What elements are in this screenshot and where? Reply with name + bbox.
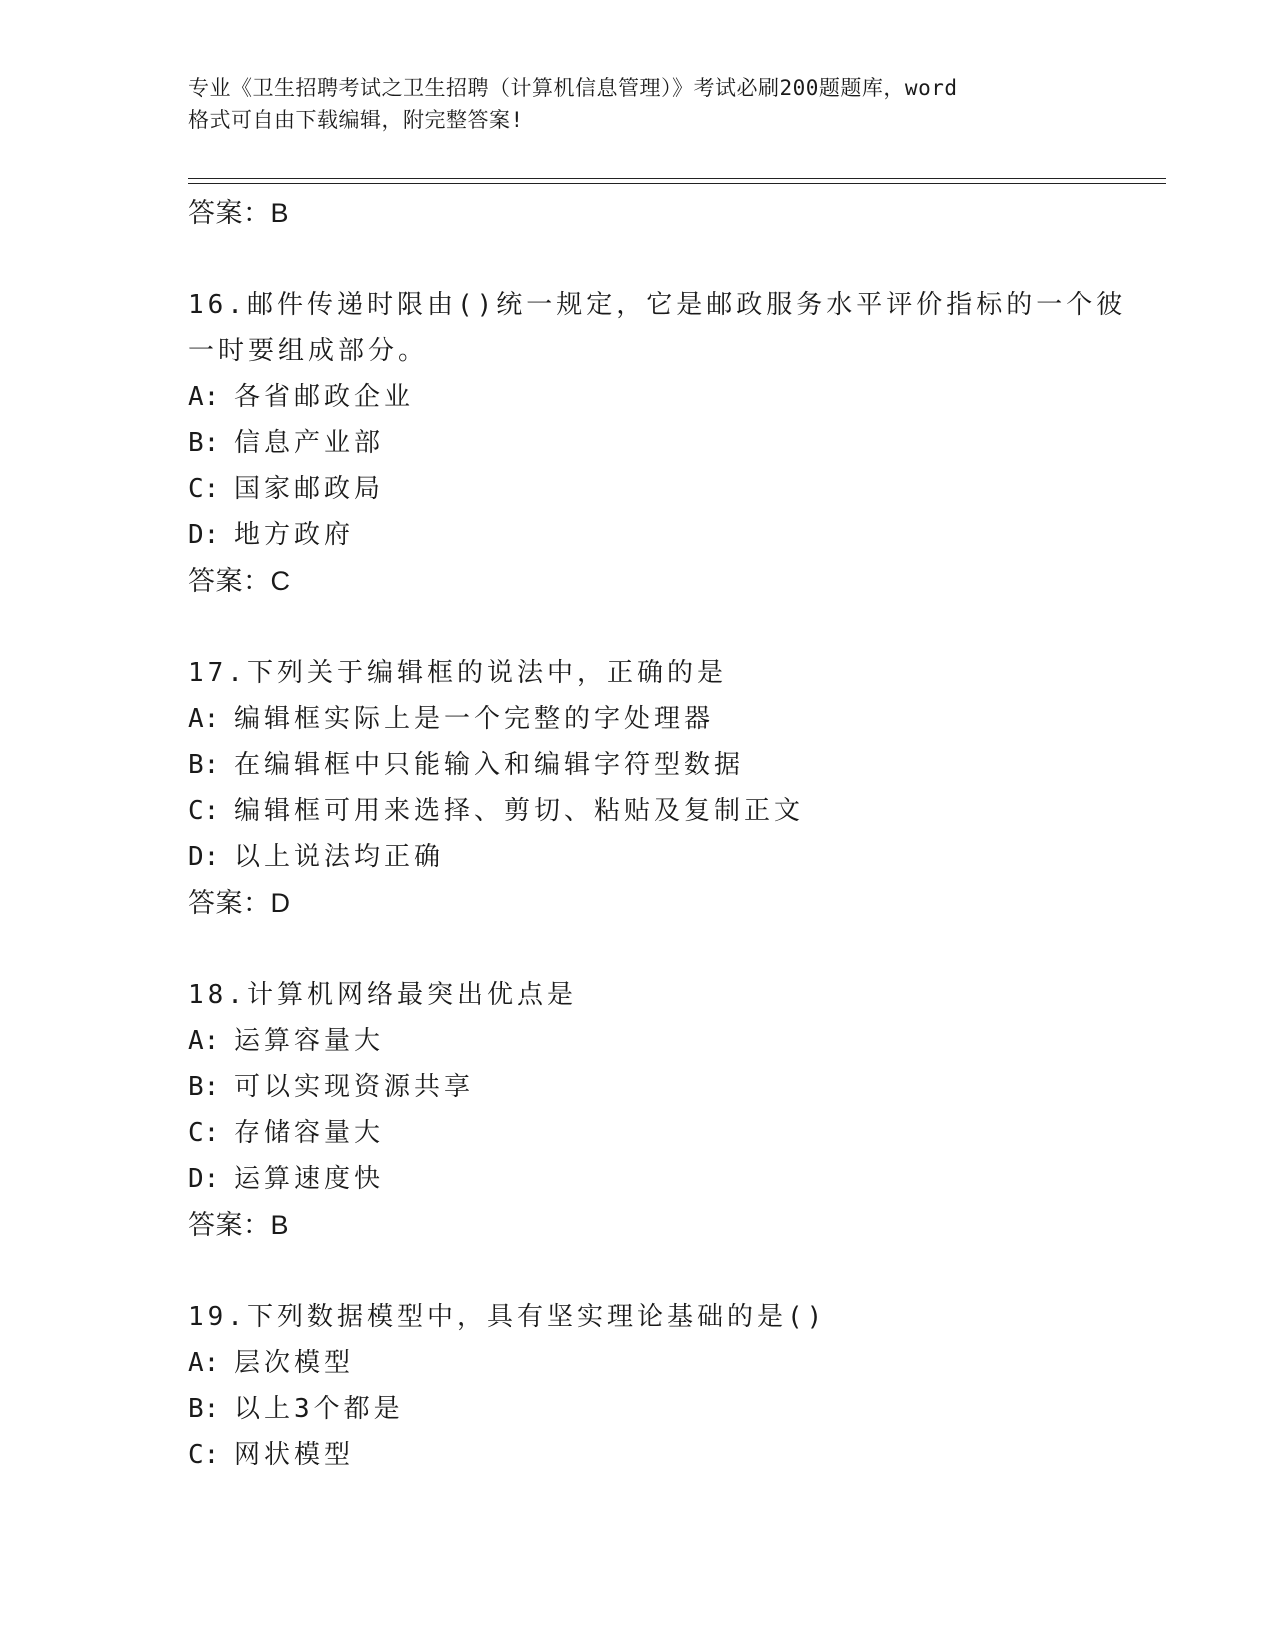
option-text: 编辑框可用来选择、剪切、粘贴及复制正文 — [234, 796, 805, 826]
option-letter: D: — [188, 520, 220, 550]
option-text: 网状模型 — [234, 1440, 355, 1470]
option-text: 层次模型 — [234, 1348, 355, 1378]
option-b — [188, 420, 1148, 466]
option-d — [188, 1156, 1148, 1202]
option-text: 在编辑框中只能输入和编辑字符型数据 — [234, 750, 745, 780]
question-stem-line-1: 19.下列数据模型中，具有坚实理论基础的是() — [188, 1302, 827, 1332]
header-divider — [188, 178, 1166, 184]
question-19 — [188, 1294, 1148, 1478]
spacer — [188, 236, 1148, 282]
option-text: 各省邮政企业 — [234, 382, 415, 412]
option-letter: C: — [188, 796, 220, 826]
option-letter: B: — [188, 750, 220, 780]
option-c — [188, 466, 1148, 512]
option-a — [188, 1340, 1148, 1386]
question-stem — [188, 282, 1148, 374]
question-18 — [188, 972, 1148, 1248]
option-b — [188, 742, 1148, 788]
option-letter: A: — [188, 1348, 220, 1378]
option-c — [188, 1432, 1148, 1478]
question-16 — [188, 282, 1148, 604]
question-stem-line-2: 一时要组成部分。 — [188, 336, 429, 366]
question-stem — [188, 650, 1148, 696]
option-letter: B: — [188, 1072, 220, 1102]
option-text: 可以实现资源共享 — [234, 1072, 475, 1102]
option-text: 存储容量大 — [234, 1118, 385, 1148]
header-title-line-2: 格式可自由下载编辑，附完整答案! — [188, 108, 524, 132]
option-a — [188, 696, 1148, 742]
question-stem-line-1: 17.下列关于编辑框的说法中，正确的是 — [188, 658, 727, 688]
option-letter: B: — [188, 428, 220, 458]
option-letter: C: — [188, 474, 220, 504]
option-letter: D: — [188, 842, 220, 872]
option-b — [188, 1064, 1148, 1110]
spacer — [188, 1248, 1148, 1294]
option-text: 国家邮政局 — [234, 474, 385, 504]
option-b — [188, 1386, 1148, 1432]
option-text: 运算容量大 — [234, 1026, 385, 1056]
document-header — [188, 72, 1088, 136]
option-d — [188, 512, 1148, 558]
question-17 — [188, 650, 1148, 926]
question-stem — [188, 1294, 1148, 1340]
question-list — [188, 190, 1148, 1478]
question-stem-line-1: 16.邮件传递时限由()统一规定，它是邮政服务水平评价指标的一个彼 — [188, 290, 1127, 320]
option-text: 以上3个都是 — [234, 1394, 404, 1424]
option-letter: B: — [188, 1394, 220, 1424]
question-stem — [188, 972, 1148, 1018]
option-text: 信息产业部 — [234, 428, 385, 458]
spacer — [188, 604, 1148, 650]
option-d — [188, 834, 1148, 880]
option-letter: C: — [188, 1440, 220, 1470]
answer-line: 答案：B — [188, 1210, 290, 1240]
option-letter: A: — [188, 382, 220, 412]
header-title-line-1: 专业《卫生招聘考试之卫生招聘（计算机信息管理）》考试必刷200题题库，word — [188, 76, 958, 100]
option-letter: D: — [188, 1164, 220, 1194]
answer-line: 答案：D — [188, 888, 291, 918]
option-a — [188, 374, 1148, 420]
option-c — [188, 1110, 1148, 1156]
option-text: 运算速度快 — [234, 1164, 385, 1194]
option-c — [188, 788, 1148, 834]
option-letter: A: — [188, 1026, 220, 1056]
option-text: 以上说法均正确 — [234, 842, 445, 872]
answer-line: 答案：C — [188, 566, 291, 596]
answer-line: 答案：B — [188, 198, 290, 228]
option-letter: A: — [188, 704, 220, 734]
option-a — [188, 1018, 1148, 1064]
option-text: 地方政府 — [234, 520, 355, 550]
option-text: 编辑框实际上是一个完整的字处理器 — [234, 704, 715, 734]
option-letter: C: — [188, 1118, 220, 1148]
spacer — [188, 926, 1148, 972]
question-stem-line-1: 18.计算机网络最突出优点是 — [188, 980, 577, 1010]
